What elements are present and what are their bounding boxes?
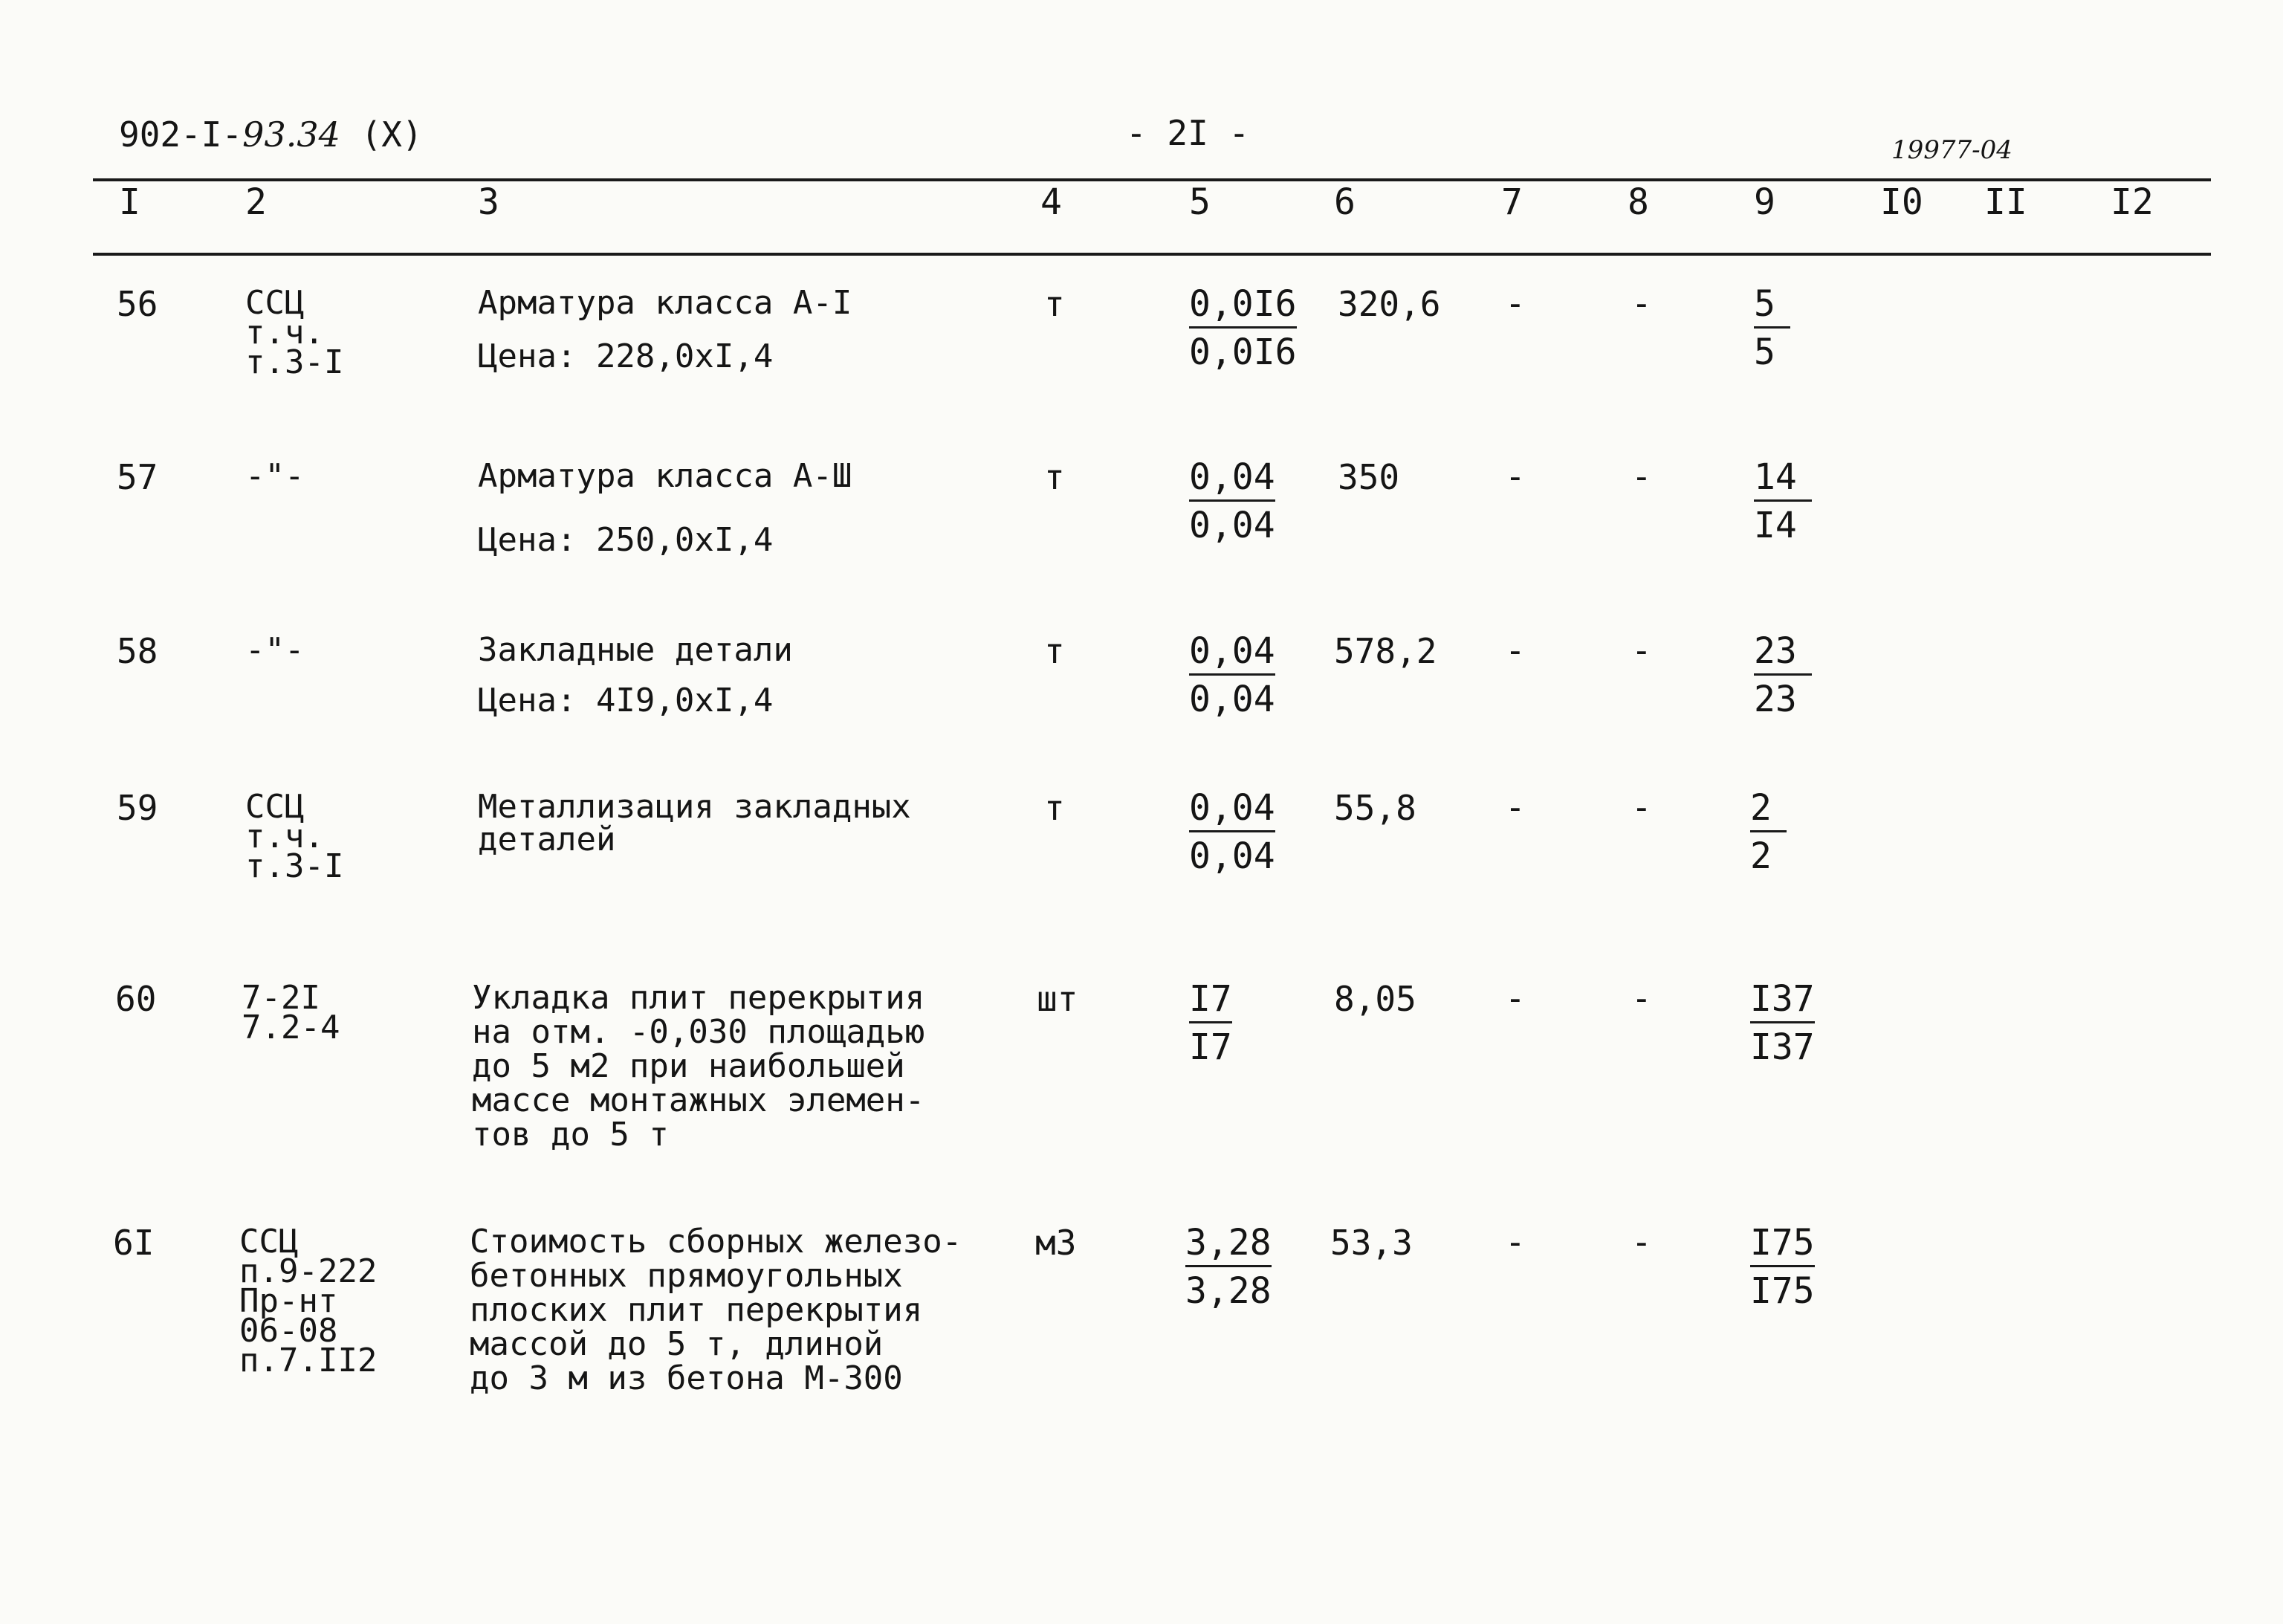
unit-price: 53,3	[1330, 1223, 1413, 1263]
description-line: Цена: 4I9,0xI,4	[478, 682, 774, 719]
reference-line: п.9-222	[239, 1252, 378, 1290]
column-number-2: 2	[245, 181, 267, 223]
description	[478, 459, 852, 557]
reference-line: п.7.II2	[239, 1342, 378, 1379]
quantity-top: 0,04	[1189, 459, 1275, 502]
column-number-1: I	[119, 181, 140, 223]
reference-line: ССЦ	[245, 788, 305, 826]
reference-line: -"-	[245, 631, 305, 669]
reference	[245, 286, 343, 380]
quantity-top: I7	[1189, 981, 1232, 1023]
reference-line: ССЦ	[239, 1223, 299, 1261]
row-number: 59	[117, 788, 158, 828]
quantity-fraction	[1189, 630, 1275, 720]
row-number: 56	[117, 284, 158, 324]
document-code-suffix: (X)	[360, 114, 423, 155]
total-fraction	[1754, 456, 1812, 546]
column-number-8: 8	[1628, 181, 1649, 223]
description-line: Цена: 228,0xI,4	[478, 337, 774, 375]
description-line: до 5 м2 при наибольшей	[472, 1047, 905, 1085]
total-fraction	[1754, 283, 1790, 373]
total-fraction	[1750, 978, 1815, 1068]
quantity-bottom: 0,04	[1189, 679, 1275, 720]
column-8-value: -	[1631, 630, 1652, 670]
reference	[245, 459, 304, 494]
description	[478, 286, 852, 374]
column-number-10: I0	[1880, 181, 1923, 223]
column-number-5: 5	[1189, 181, 1211, 223]
header-rule-bottom	[93, 253, 2211, 256]
unit: т	[1044, 631, 1065, 671]
column-7-value: -	[1505, 1222, 1526, 1262]
description-line: Арматура класса А-Ш	[478, 457, 852, 495]
reference	[242, 981, 340, 1045]
description-line: бетонных прямоугольных	[470, 1257, 903, 1295]
unit: м3	[1035, 1223, 1077, 1263]
total-bottom: 2	[1750, 835, 1772, 877]
column-number-4: 4	[1040, 181, 1062, 223]
column-number-6: 6	[1334, 181, 1356, 223]
unit-price: 55,8	[1334, 788, 1416, 828]
description	[478, 790, 911, 857]
description	[470, 1225, 962, 1396]
column-number-3: 3	[478, 181, 499, 223]
page-number: - 2I -	[1126, 113, 1250, 153]
description-line: Стоимость сборных железо-	[470, 1223, 962, 1261]
column-number-12: I2	[2111, 181, 2154, 223]
column-7-value: -	[1505, 283, 1526, 323]
description-line: Металлизация закладных	[478, 788, 911, 826]
total-top: I75	[1750, 1225, 1815, 1267]
unit: т	[1044, 284, 1065, 324]
document-code	[119, 114, 423, 155]
total-top: I37	[1750, 981, 1815, 1023]
row-number: 57	[117, 457, 158, 497]
total-bottom: I4	[1754, 505, 1797, 546]
total-top: 5	[1754, 286, 1790, 329]
reference-line: 06-08	[239, 1312, 338, 1350]
total-fraction	[1750, 787, 1787, 877]
quantity-fraction	[1189, 283, 1297, 373]
column-8-value: -	[1631, 787, 1652, 827]
column-number-11: II	[1984, 181, 2027, 223]
total-top: 14	[1754, 459, 1812, 502]
column-7-value: -	[1505, 978, 1526, 1018]
column-7-value: -	[1505, 630, 1526, 670]
reference-line: Пр-нт	[239, 1282, 338, 1320]
description	[478, 633, 793, 718]
description-line: массой до 5 т, длиной	[470, 1325, 884, 1363]
reference-line: ССЦ	[245, 284, 305, 322]
handwritten-stamp: 19977-04	[1891, 135, 2012, 165]
row-number: 6I	[113, 1223, 155, 1263]
unit: т	[1044, 457, 1065, 497]
total-bottom: I37	[1750, 1026, 1815, 1068]
unit-price: 578,2	[1334, 631, 1437, 671]
quantity-top: 0,0I6	[1189, 286, 1297, 329]
column-7-value: -	[1505, 456, 1526, 496]
document-code-handwritten: 93.34	[242, 114, 340, 155]
column-number-7: 7	[1501, 181, 1523, 223]
column-8-value: -	[1631, 456, 1652, 496]
unit: т	[1044, 788, 1065, 828]
description-line: Арматура класса А-I	[478, 284, 852, 322]
reference-line: 7-2I	[242, 979, 320, 1017]
quantity-fraction	[1189, 456, 1275, 546]
quantity-top: 0,04	[1189, 790, 1275, 832]
description-line: тов до 5 т	[472, 1116, 669, 1154]
column-8-value: -	[1631, 283, 1652, 323]
quantity-bottom: 0,0I6	[1189, 331, 1297, 373]
total-bottom: 5	[1754, 331, 1775, 373]
row-number: 60	[115, 979, 157, 1019]
quantity-bottom: 3,28	[1185, 1270, 1272, 1312]
column-8-value: -	[1631, 1222, 1652, 1262]
reference-line: т.3-I	[245, 847, 344, 885]
total-bottom: I75	[1750, 1270, 1815, 1312]
description-line: до 3 м из бетона М-300	[470, 1359, 903, 1397]
unit-price: 320,6	[1338, 284, 1441, 324]
total-top: 2	[1750, 790, 1787, 832]
quantity-fraction	[1189, 787, 1275, 877]
reference-line: 7.2-4	[242, 1009, 340, 1046]
column-7-value: -	[1505, 787, 1526, 827]
reference	[245, 790, 343, 884]
quantity-top: 0,04	[1189, 633, 1275, 676]
quantity-fraction	[1185, 1222, 1272, 1312]
reference	[245, 633, 304, 667]
description-line: Укладка плит перекрытия	[472, 979, 925, 1017]
reference-line: т.3-I	[245, 343, 344, 381]
quantity-bottom: 0,04	[1189, 835, 1275, 877]
unit-price: 350	[1338, 457, 1400, 497]
total-fraction	[1754, 630, 1812, 720]
description-line: Закладные детали	[478, 631, 793, 669]
total-fraction	[1750, 1222, 1815, 1312]
total-top: 23	[1754, 633, 1812, 676]
description-line: плоских плит перекрытия	[470, 1291, 923, 1329]
unit: шт	[1037, 979, 1078, 1019]
total-bottom: 23	[1754, 679, 1797, 720]
column-8-value: -	[1631, 978, 1652, 1018]
quantity-bottom: 0,04	[1189, 505, 1275, 546]
unit-price: 8,05	[1334, 979, 1416, 1019]
reference-line: -"-	[245, 457, 305, 495]
row-number: 58	[117, 631, 158, 671]
quantity-bottom: I7	[1189, 1026, 1232, 1068]
reference-line: т.ч.	[245, 818, 324, 855]
quantity-top: 3,28	[1185, 1225, 1272, 1267]
description	[472, 981, 924, 1152]
description-line: Цена: 250,0xI,4	[478, 521, 774, 559]
description-line: на отм. -0,030 площадью	[472, 1013, 925, 1051]
reference	[239, 1225, 377, 1378]
quantity-fraction	[1189, 978, 1232, 1068]
reference-line: т.ч.	[245, 314, 324, 352]
description-line: массе монтажных элемен-	[472, 1081, 925, 1119]
description-line: деталей	[478, 821, 616, 858]
column-number-9: 9	[1754, 181, 1775, 223]
description-line	[478, 494, 852, 523]
document-code-printed: 902-I-	[119, 114, 243, 155]
